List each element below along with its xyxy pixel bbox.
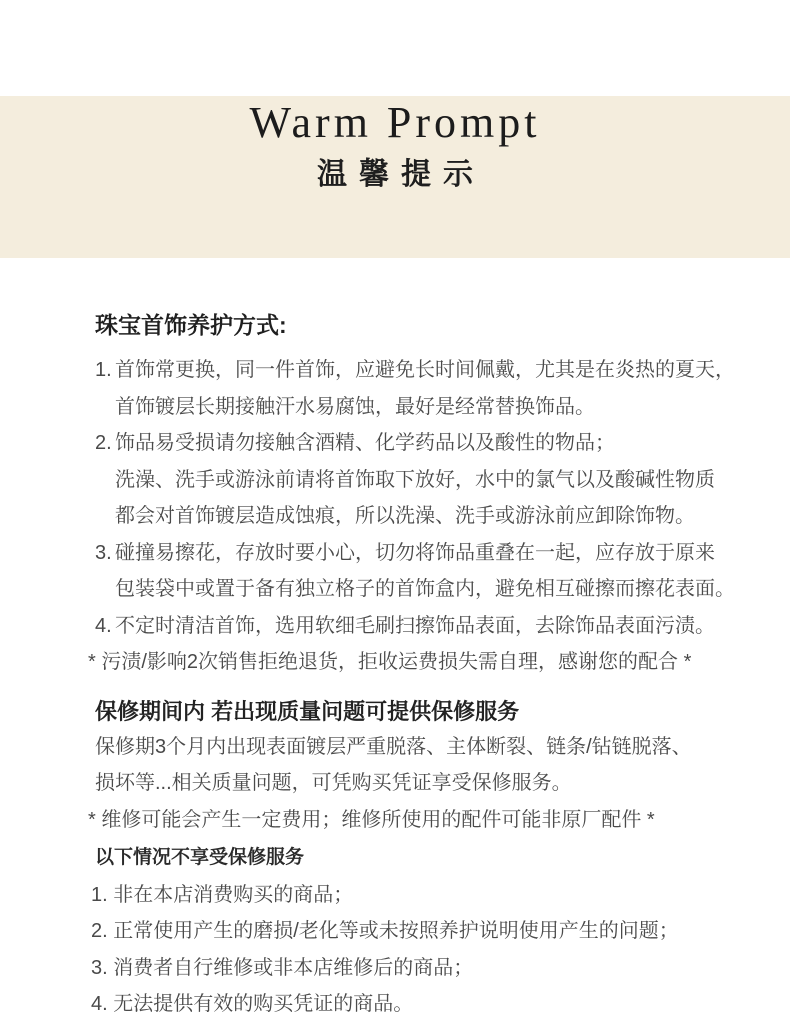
exclusion-item: 3. 消费者自行维修或非本店维修后的商品；	[91, 956, 474, 979]
return-policy-note: * 污渍/影响2次销售拒绝退货，拒收运费损失需自理，感谢您的配合 *	[88, 651, 692, 673]
care-item-text: 不定时清洁首饰，选用软细毛刷扫擦饰品表面，去除饰品表面污渍。	[115, 614, 715, 637]
repair-fee-note: * 维修可能会产生一定费用；维修所使用的配件可能非原厂配件 *	[88, 808, 655, 831]
warranty-section-heading: 保修期间内 若出现质量问题可提供保修服务	[95, 698, 520, 724]
top-whitespace	[0, 0, 790, 68]
care-item-line	[95, 535, 730, 572]
exclusion-item: 2. 正常使用产生的磨损/老化等或未按照养护说明使用产生的问题；	[91, 920, 679, 942]
care-item-2	[95, 425, 730, 535]
care-item-number: 2.	[95, 432, 112, 454]
care-item-text: 碰撞易擦花，存放时要小心，切勿将饰品重叠在一起，应存放于原来	[115, 541, 715, 564]
care-item-1	[95, 352, 735, 425]
care-item-line	[95, 352, 735, 389]
care-item-number: 3.	[95, 541, 112, 564]
care-section-heading: 珠宝首饰养护方式:	[95, 312, 287, 338]
care-item-text: 饰品易受损请勿接触含酒精、化学药品以及酸性的物品；	[115, 432, 615, 454]
exclusions-heading: 以下情况不享受保修服务	[95, 847, 305, 868]
care-item-4	[95, 608, 730, 645]
exclusion-item: 1. 非在本店消费购买的商品；	[91, 883, 354, 906]
banner-title-chinese: 温馨提示	[317, 158, 485, 191]
warranty-text-line: 保修期3个月内出现表面镀层严重脱落、主体断裂、链条/钻链脱落、	[95, 735, 692, 758]
care-item-line: 包装袋中或置于备有独立格子的首饰盒内，避免相互碰擦而擦花表面。	[115, 578, 735, 600]
notice-content	[0, 258, 790, 1023]
care-item-text: 首饰常更换，同一件首饰，应避免长时间佩戴，尤其是在炎热的夏天，	[115, 359, 735, 381]
care-item-3	[95, 535, 735, 608]
exclusion-item: 4. 无法提供有效的购买凭证的商品。	[91, 993, 414, 1015]
warranty-text-line: 损坏等...相关质量问题，可凭购买凭证享受保修服务。	[95, 772, 572, 794]
care-item-number: 4.	[95, 614, 112, 637]
banner-title-english: Warm Prompt	[249, 98, 541, 147]
care-item-line	[95, 425, 730, 462]
care-item-line: 首饰镀层长期接触汗水易腐蚀，最好是经常替换饰品。	[115, 395, 595, 418]
care-item-line	[95, 608, 730, 645]
care-item-line: 都会对首饰镀层造成蚀痕，所以洗澡、洗手或游泳前应卸除饰物。	[115, 505, 695, 527]
care-item-line: 洗澡、洗手或游泳前请将首饰取下放好，水中的氯气以及酸碱性物质	[115, 468, 715, 491]
warm-prompt-banner	[0, 96, 790, 258]
care-item-number: 1.	[95, 359, 112, 381]
